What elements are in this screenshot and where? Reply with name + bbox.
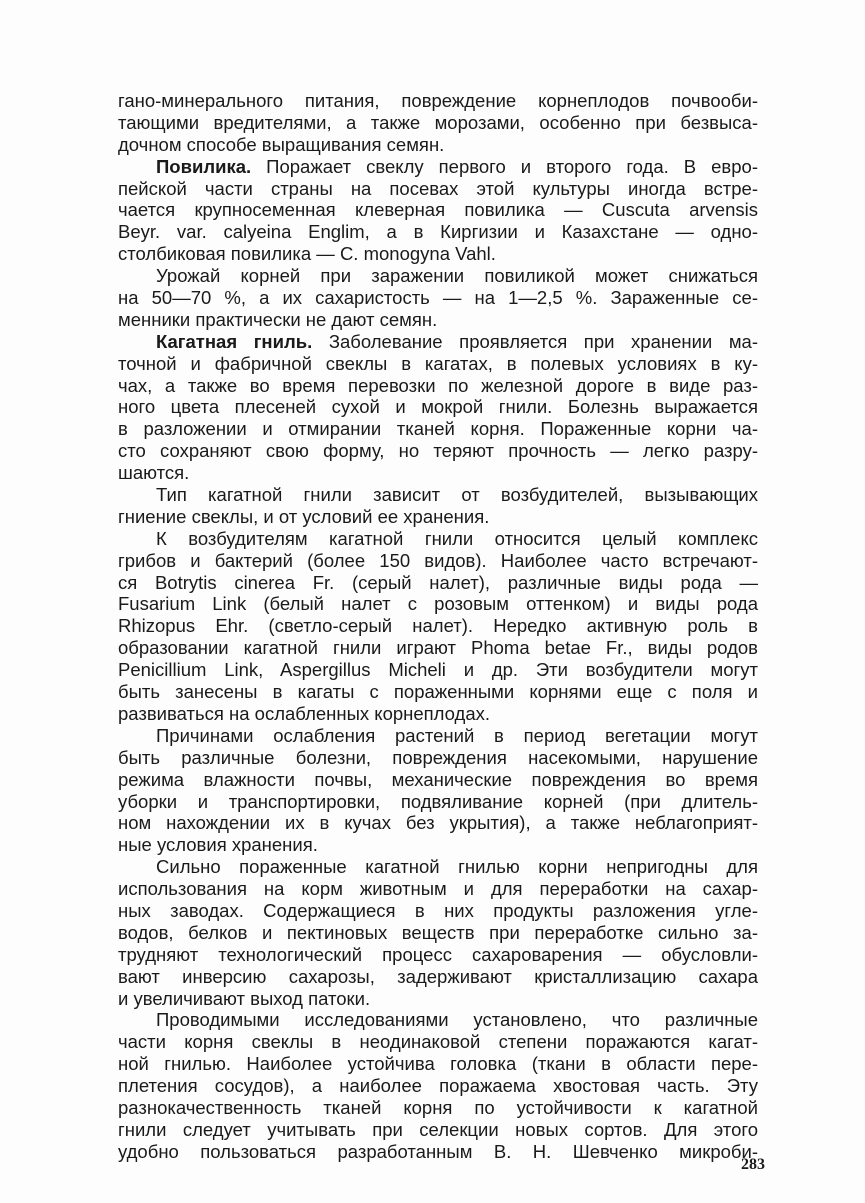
line-text: режима влажности почвы, механические повреждения во время xyxy=(118,768,758,790)
line-text: Тип кагатной гнили зависит от возбудителей, вызывающих xyxy=(156,484,758,506)
text-line xyxy=(118,593,758,615)
text-line xyxy=(118,112,758,134)
line-text: столбиковая повилика — C. monogyna Vahl. xyxy=(118,243,496,265)
line-text: в разложении и отмирании тканей корня. Пораженные корни ча- xyxy=(118,418,758,440)
page-number: 283 xyxy=(741,1156,765,1173)
line-text: сто сохраняют свою форму, но теряют прочность — легко разру- xyxy=(118,440,758,462)
paragraph xyxy=(118,1009,758,1162)
paragraph-heading: Повилика. xyxy=(156,155,252,177)
text-line xyxy=(118,900,758,922)
line-text: уборки и транспортировки, подвяливание корней (при длитель- xyxy=(118,790,758,812)
line-text: гано-минерального питания, повреждение корнеплодов почвооби- xyxy=(118,90,758,111)
text-line xyxy=(118,878,758,900)
line-text: дочном способе выращивания семян. xyxy=(118,133,445,155)
text-line xyxy=(118,1009,758,1031)
text-line xyxy=(118,440,758,462)
line-text: ной гнилью. Наиболее устойчива головка (ткани в области пере- xyxy=(118,1053,758,1075)
text-line xyxy=(118,988,758,1010)
line-text: удобно пользоваться разработанным В. Н. Шевченко микроби- xyxy=(118,1140,758,1162)
text-line xyxy=(118,178,758,200)
text-line xyxy=(118,462,758,484)
text-line xyxy=(118,1119,758,1141)
text-line xyxy=(118,265,758,287)
line-text: Penicillium Link, Aspergillus Micheli и др. Эти возбудители могут xyxy=(118,659,758,681)
text-line xyxy=(118,156,758,178)
text-line xyxy=(118,287,758,309)
paragraph xyxy=(118,528,758,725)
line-text: плетения сосудов), а наиболее поражаема хвостовая часть. Эту xyxy=(118,1075,758,1097)
paragraph xyxy=(118,484,758,528)
line-text: чах, а также во время перевозки по железной дороге в виде раз- xyxy=(118,374,758,396)
line-text: К возбудителям кагатной гнили относится целый комплекс xyxy=(156,527,758,549)
text-line xyxy=(118,506,758,528)
paragraph xyxy=(118,90,758,156)
line-text: точной и фабричной свеклы в кагатах, в полевых условиях в ку- xyxy=(118,352,758,374)
line-text: Beyr. var. calyeina Englim, а в Киргизии и Казахстане — одно- xyxy=(118,221,758,243)
line-text: Заболевание проявляется при хранении ма- xyxy=(312,330,758,352)
line-text: ся Botrytis cinerea Fr. (серый налет), различные виды рода — xyxy=(118,571,758,593)
line-text: быть различные болезни, повреждения насекомыми, нарушение xyxy=(118,746,758,768)
paragraph xyxy=(118,331,758,484)
text-line xyxy=(118,484,758,506)
text-line xyxy=(118,725,758,747)
paragraph xyxy=(118,156,758,265)
text-line xyxy=(118,834,758,856)
line-text: быть занесены в кагаты с пораженными корнями еще с поля и xyxy=(118,681,758,703)
text-line xyxy=(118,550,758,572)
line-text: грибов и бактерий (более 150 видов). Наиболее часто встречают- xyxy=(118,549,758,571)
text-line xyxy=(118,243,758,265)
text-line xyxy=(118,572,758,594)
text-line xyxy=(118,812,758,834)
text-line xyxy=(118,528,758,550)
text-line xyxy=(118,199,758,221)
text-line xyxy=(118,615,758,637)
line-text: гнили следует учитывать при селекции новых сортов. Для этого xyxy=(118,1118,758,1140)
text-line xyxy=(118,944,758,966)
text-line xyxy=(118,1097,758,1119)
text-line xyxy=(118,922,758,944)
line-text: Поражает свеклу первого и второго года. В евро- xyxy=(251,155,758,177)
text-line xyxy=(118,966,758,988)
text-line xyxy=(118,90,758,112)
text-line xyxy=(118,1141,758,1163)
text-line xyxy=(118,856,758,878)
text-line xyxy=(118,331,758,353)
paragraph xyxy=(118,856,758,1009)
line-text: вают инверсию сахарозы, задерживают кристаллизацию сахара xyxy=(118,965,758,987)
text-line xyxy=(118,703,758,725)
paragraph xyxy=(118,725,758,856)
text-line xyxy=(118,1075,758,1097)
line-text: образовании кагатной гнили играют Phoma betae Fr., виды родов xyxy=(118,637,758,659)
line-text: шаются. xyxy=(118,462,190,484)
paragraph-heading: Кагатная гниль. xyxy=(156,330,313,352)
line-text: части корня свеклы в неодинаковой степени поражаются кагат- xyxy=(118,1031,758,1053)
text-line xyxy=(118,1031,758,1053)
line-text: Проводимыми исследованиями установлено, что различные xyxy=(156,1009,758,1031)
line-text: Rhizopus Ehr. (светло-серый налет). Нередко активную роль в xyxy=(118,615,758,637)
line-text: разнокачественность тканей корня по устойчивости к кагатной xyxy=(118,1096,758,1118)
text-line xyxy=(118,791,758,813)
line-text: пейской части страны на посевах этой культуры иногда встре- xyxy=(118,177,758,199)
line-text: чается крупносеменная клеверная повилика — Cuscuta arvensis xyxy=(118,199,758,221)
paragraph xyxy=(118,265,758,331)
line-text: ных заводах. Содержащиеся в них продукты разложения угле- xyxy=(118,899,758,921)
text-line xyxy=(118,396,758,418)
text-line xyxy=(118,221,758,243)
line-text: ного цвета плесеней сухой и мокрой гнили. Болезнь выражается xyxy=(118,396,758,418)
line-text: Причинами ослабления растений в период вегетации могут xyxy=(156,724,758,746)
line-text: развиваться на ослабленных корнеплодах. xyxy=(118,702,491,724)
line-text: Урожай корней при заражении повиликой может снижаться xyxy=(156,265,758,287)
line-text: гниение свеклы, и от условий ее хранения. xyxy=(118,505,490,527)
text-line xyxy=(118,681,758,703)
text-line xyxy=(118,309,758,331)
line-text: тающими вредителями, а также морозами, особенно при безвыса- xyxy=(118,111,758,133)
text-line xyxy=(118,769,758,791)
line-text: и увеличивают выход патоки. xyxy=(118,987,371,1009)
text-line xyxy=(118,637,758,659)
line-text: ном нахождении их в кучах без укрытия), а также неблагоприят- xyxy=(118,812,758,834)
text-line xyxy=(118,418,758,440)
line-text: использования на корм животным и для переработки на сахар- xyxy=(118,878,758,900)
body-text xyxy=(118,90,758,1163)
line-text: ные условия хранения. xyxy=(118,834,318,856)
text-line xyxy=(118,375,758,397)
line-text: на 50—70 %, а их сахаристость — на 1—2,5 %. Зараженные се- xyxy=(118,287,758,309)
text-line xyxy=(118,659,758,681)
line-text: менники практически не дают семян. xyxy=(118,308,438,330)
line-text: трудняют технологический процесс сахароварения — обусловли- xyxy=(118,943,758,965)
text-line xyxy=(118,1053,758,1075)
line-text: Сильно пораженные кагатной гнилью корни непригодны для xyxy=(156,856,758,878)
text-line xyxy=(118,353,758,375)
text-line xyxy=(118,134,758,156)
line-text: водов, белков и пектиновых веществ при переработке сильно за- xyxy=(118,921,758,943)
text-line xyxy=(118,747,758,769)
line-text: Fusarium Link (белый налет с розовым оттенком) и виды рода xyxy=(118,593,758,615)
